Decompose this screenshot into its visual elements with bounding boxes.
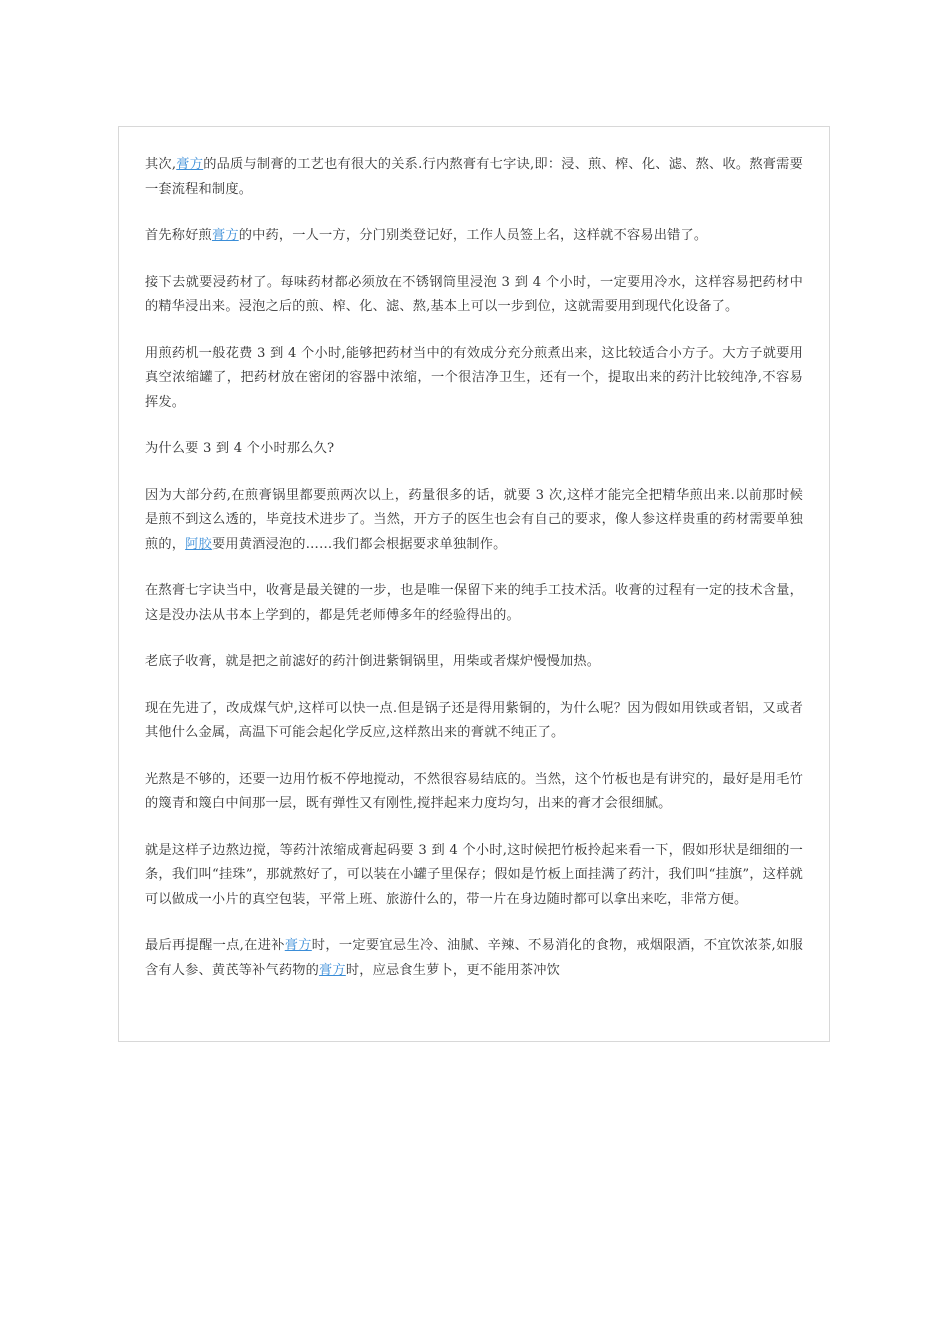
text-run: 因为大部分药,在煎膏锅里都要煎两次以上，药量很多的话，就要 3 次,这样才能完全把精华煎出来.以前那时候是煎不到这么透的，毕竟技术进步了。当然，开方子的医生也会有自己的要求，像人参这样贵重的药材需要单独煎的，: [145, 487, 803, 552]
text-run: 光熬是不够的，还要一边用竹板不停地搅动，不然很容易结底的。当然，这个竹板也是有讲究的，最好是用毛竹的篾青和篾白中间那一层，既有弹性又有刚性,搅拌起来力度均匀，出来的膏才会很细腻。: [145, 771, 803, 811]
text-run: 为什么要 3 到 4 个小时那么久?: [145, 441, 335, 456]
gaofang-link[interactable]: 膏方: [176, 157, 204, 172]
ejiao-link[interactable]: 阿胶: [185, 536, 212, 552]
paragraph-8: [145, 650, 803, 675]
paragraph-1: [145, 153, 803, 202]
paragraph-11: [145, 839, 803, 913]
text-run: 最后再提醒一点,在进补: [145, 938, 285, 953]
paragraph-4: [145, 342, 803, 416]
paragraph-12: [145, 934, 803, 983]
text-run: 时，一定要宜忌生冷、油腻、辛辣、不易消化的食物，戒烟限酒，不宜饮浓茶,如服含有人参、黄芪等补气药物的: [145, 938, 803, 978]
paragraph-9: [145, 697, 803, 746]
gaofang-link[interactable]: 膏方: [319, 962, 346, 978]
paragraph-6: [145, 484, 803, 558]
gaofang-link[interactable]: 膏方: [284, 938, 312, 953]
text-run: 就是这样子边熬边搅，等药汁浓缩成膏起码要 3 到 4 个小时,这时候把竹板拎起来看一下，假如形状是细细的一条，我们叫“挂珠”，那就熬好了，可以装在小罐子里保存；假如是竹板上面挂满了药汁，我们叫“挂旗”，这样就可以做成一小片的真空包装，平常上班、旅游什么的，带一片在身边随时都可以拿出来吃，非常方便。: [145, 842, 803, 907]
paragraph-7: [145, 579, 803, 628]
text-run: 的品质与制膏的工艺也有很大的关系.行内熬膏有七字诀,即：浸、煎、榨、化、滤、熬、收。熬膏需要一套流程和制度。: [145, 157, 803, 197]
text-run: 在熬膏七字诀当中，收膏是最关键的一步，也是唯一保留下来的纯手工技术活。收膏的过程有一定的技术含量，这是没办法从书本上学到的，都是凭老师傅多年的经验得出的。: [145, 583, 803, 623]
article-container: [118, 126, 830, 1042]
text-run: 现在先进了，改成煤气炉,这样可以快一点.但是锅子还是得用紫铜的，为什么呢？因为假如用铁或者铝，又或者其他什么金属，高温下可能会起化学反应,这样熬出来的膏就不纯正了。: [145, 700, 803, 740]
text-run: 用煎药机一般花费 3 到 4 个小时,能够把药材当中的有效成分充分煎煮出来，这比较适合小方子。大方子就要用真空浓缩罐了，把药材放在密闭的容器中浓缩，一个很洁净卫生，还有一个，提取出来的药汁比较纯净,不容易挥发。: [145, 345, 803, 410]
gaofang-link[interactable]: 膏方: [211, 228, 239, 243]
text-run: 老底子收膏，就是把之前滤好的药汁倒进紫铜锅里，用柴或者煤炉慢慢加热。: [145, 654, 601, 669]
paragraph-5: [145, 437, 803, 462]
text-run: 首先称好煎: [145, 228, 212, 243]
text-run: 的中药，一人一方，分门别类登记好，工作人员签上名，这样就不容易出错了。: [238, 228, 708, 243]
paragraph-2: [145, 224, 803, 249]
paragraph-3: [145, 271, 803, 320]
text-run: 时，应忌食生萝卜，更不能用茶冲饮: [345, 962, 561, 978]
text-run: 接下去就要浸药材了。每味药材都必须放在不锈钢筒里浸泡 3 到 4 个小时，一定要用冷水，这样容易把药材中的精华浸出来。浸泡之后的煎、榨、化、滤、熬,基本上可以一步到位，这就需要用到现代化设备了。: [145, 274, 803, 314]
text-run: 要用黄酒浸泡的……我们都会根据要求单独制作。: [211, 536, 507, 552]
text-run: 其次,: [145, 157, 177, 172]
paragraph-10: [145, 768, 803, 817]
